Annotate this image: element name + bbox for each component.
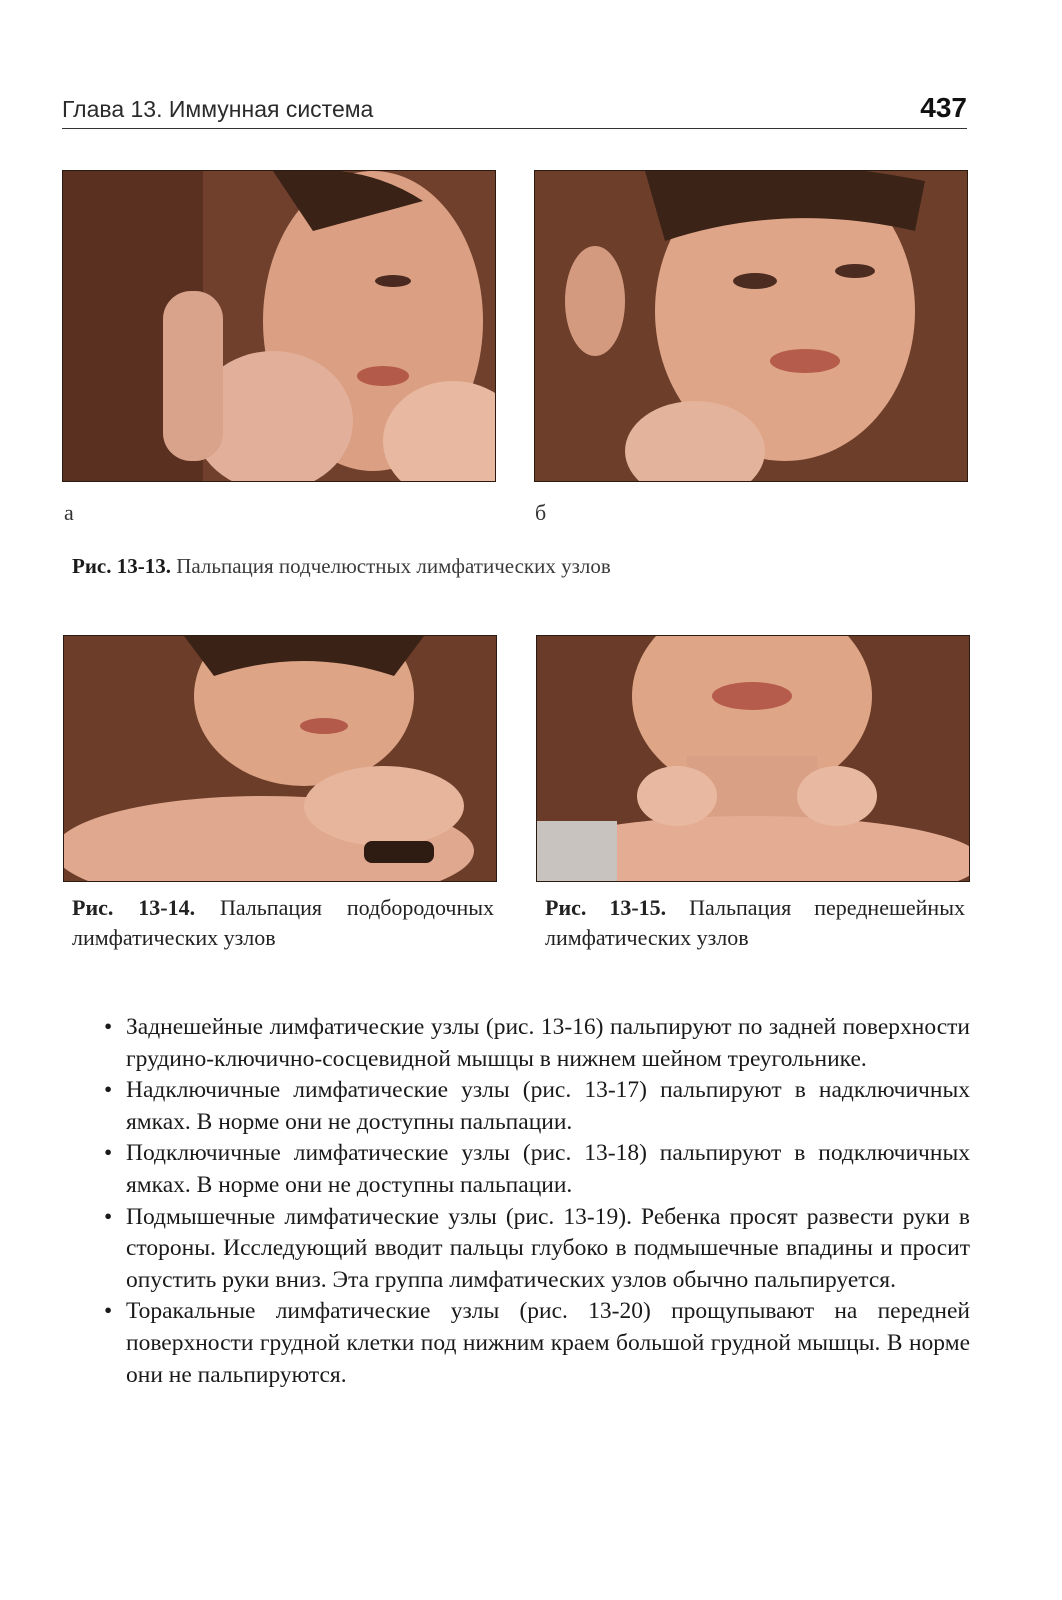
- list-item-text: Заднешейные лимфатические узлы (рис. 13-16) пальпируют по задней поверхности грудино-ключично-сосцевидной мышцы в нижнем шейном треугольнике.: [126, 1014, 970, 1072]
- bullet-list: [104, 1012, 970, 1391]
- figure-label-a: а: [64, 500, 74, 525]
- caption-13-13-prefix: Рис. 13-13.: [72, 554, 171, 578]
- list-item: • Подмышечные лимфатические узлы (рис. 13-19). Ребенка просят развести руки в стороны. Исследующий вводит пальцы глубоко в подмышечные впадины и просит опустить руки вниз. Эта группа лимфатических узлов обычно пальпируется.: [104, 1203, 970, 1293]
- list-item-text: Торакальные лимфатические узлы (рис. 13-20) прощупывают на передней поверхности грудной клетки под нижним краем большой грудной мышцы. В норме они не пальпируются.: [126, 1298, 970, 1388]
- caption-13-14: [72, 893, 494, 953]
- list-item: • Заднешейные лимфатические узлы (рис. 13-16) пальпируют по задней поверхности грудино-ключично-сосцевидной мышцы в нижнем шейном треугольнике.: [104, 1014, 970, 1072]
- caption-13-15: [545, 893, 965, 953]
- caption-13-15-text: Пальпация переднешейных лимфатических узлов: [545, 895, 965, 950]
- figure-label-b: б: [535, 500, 547, 525]
- caption-13-14-prefix: Рис. 13-14.: [72, 895, 196, 920]
- caption-13-15-prefix: Рис. 13-15.: [545, 895, 667, 920]
- caption-13-13: [72, 551, 952, 581]
- photo-13-14: [63, 635, 497, 882]
- list-item: • Подключичные лимфатические узлы (рис. 13-18) пальпируют в подключичных ямках. В норме они не доступны пальпации.: [104, 1140, 970, 1198]
- caption-13-14-text: Пальпация подбородочных лимфатических узлов: [72, 895, 494, 950]
- page-number: 437: [920, 92, 967, 123]
- caption-13-13-text: Пальпация подчелюстных лимфатических узлов: [176, 554, 611, 578]
- chapter-title: Глава 13. Иммунная система: [62, 96, 374, 122]
- list-item-text: Надключичные лимфатические узлы (рис. 13-17) пальпируют в надключичных ямках. В норме они не доступны пальпации.: [126, 1077, 970, 1135]
- photo-13-13b: [534, 170, 968, 482]
- running-head: [62, 92, 967, 129]
- list-item: • Торакальные лимфатические узлы (рис. 13-20) прощупывают на передней поверхности грудной клетки под нижним краем большой грудной мышцы. В норме они не пальпируются.: [104, 1298, 970, 1388]
- photo-13-13a: [62, 170, 496, 482]
- list-item-text: Подключичные лимфатические узлы (рис. 13-18) пальпируют в подключичных ямках. В норме они не доступны пальпации.: [126, 1140, 970, 1198]
- list-item-text: Подмышечные лимфатические узлы (рис. 13-19). Ребенка просят развести руки в стороны. Исследующий вводит пальцы глубоко в подмышечные впадины и просит опустить руки вниз. Эта группа лимфатических узлов обычно пальпируется.: [126, 1203, 970, 1293]
- list-item: • Надключичные лимфатические узлы (рис. 13-17) пальпируют в надключичных ямках. В норме они не доступны пальпации.: [104, 1077, 970, 1135]
- photo-13-15: [536, 635, 970, 882]
